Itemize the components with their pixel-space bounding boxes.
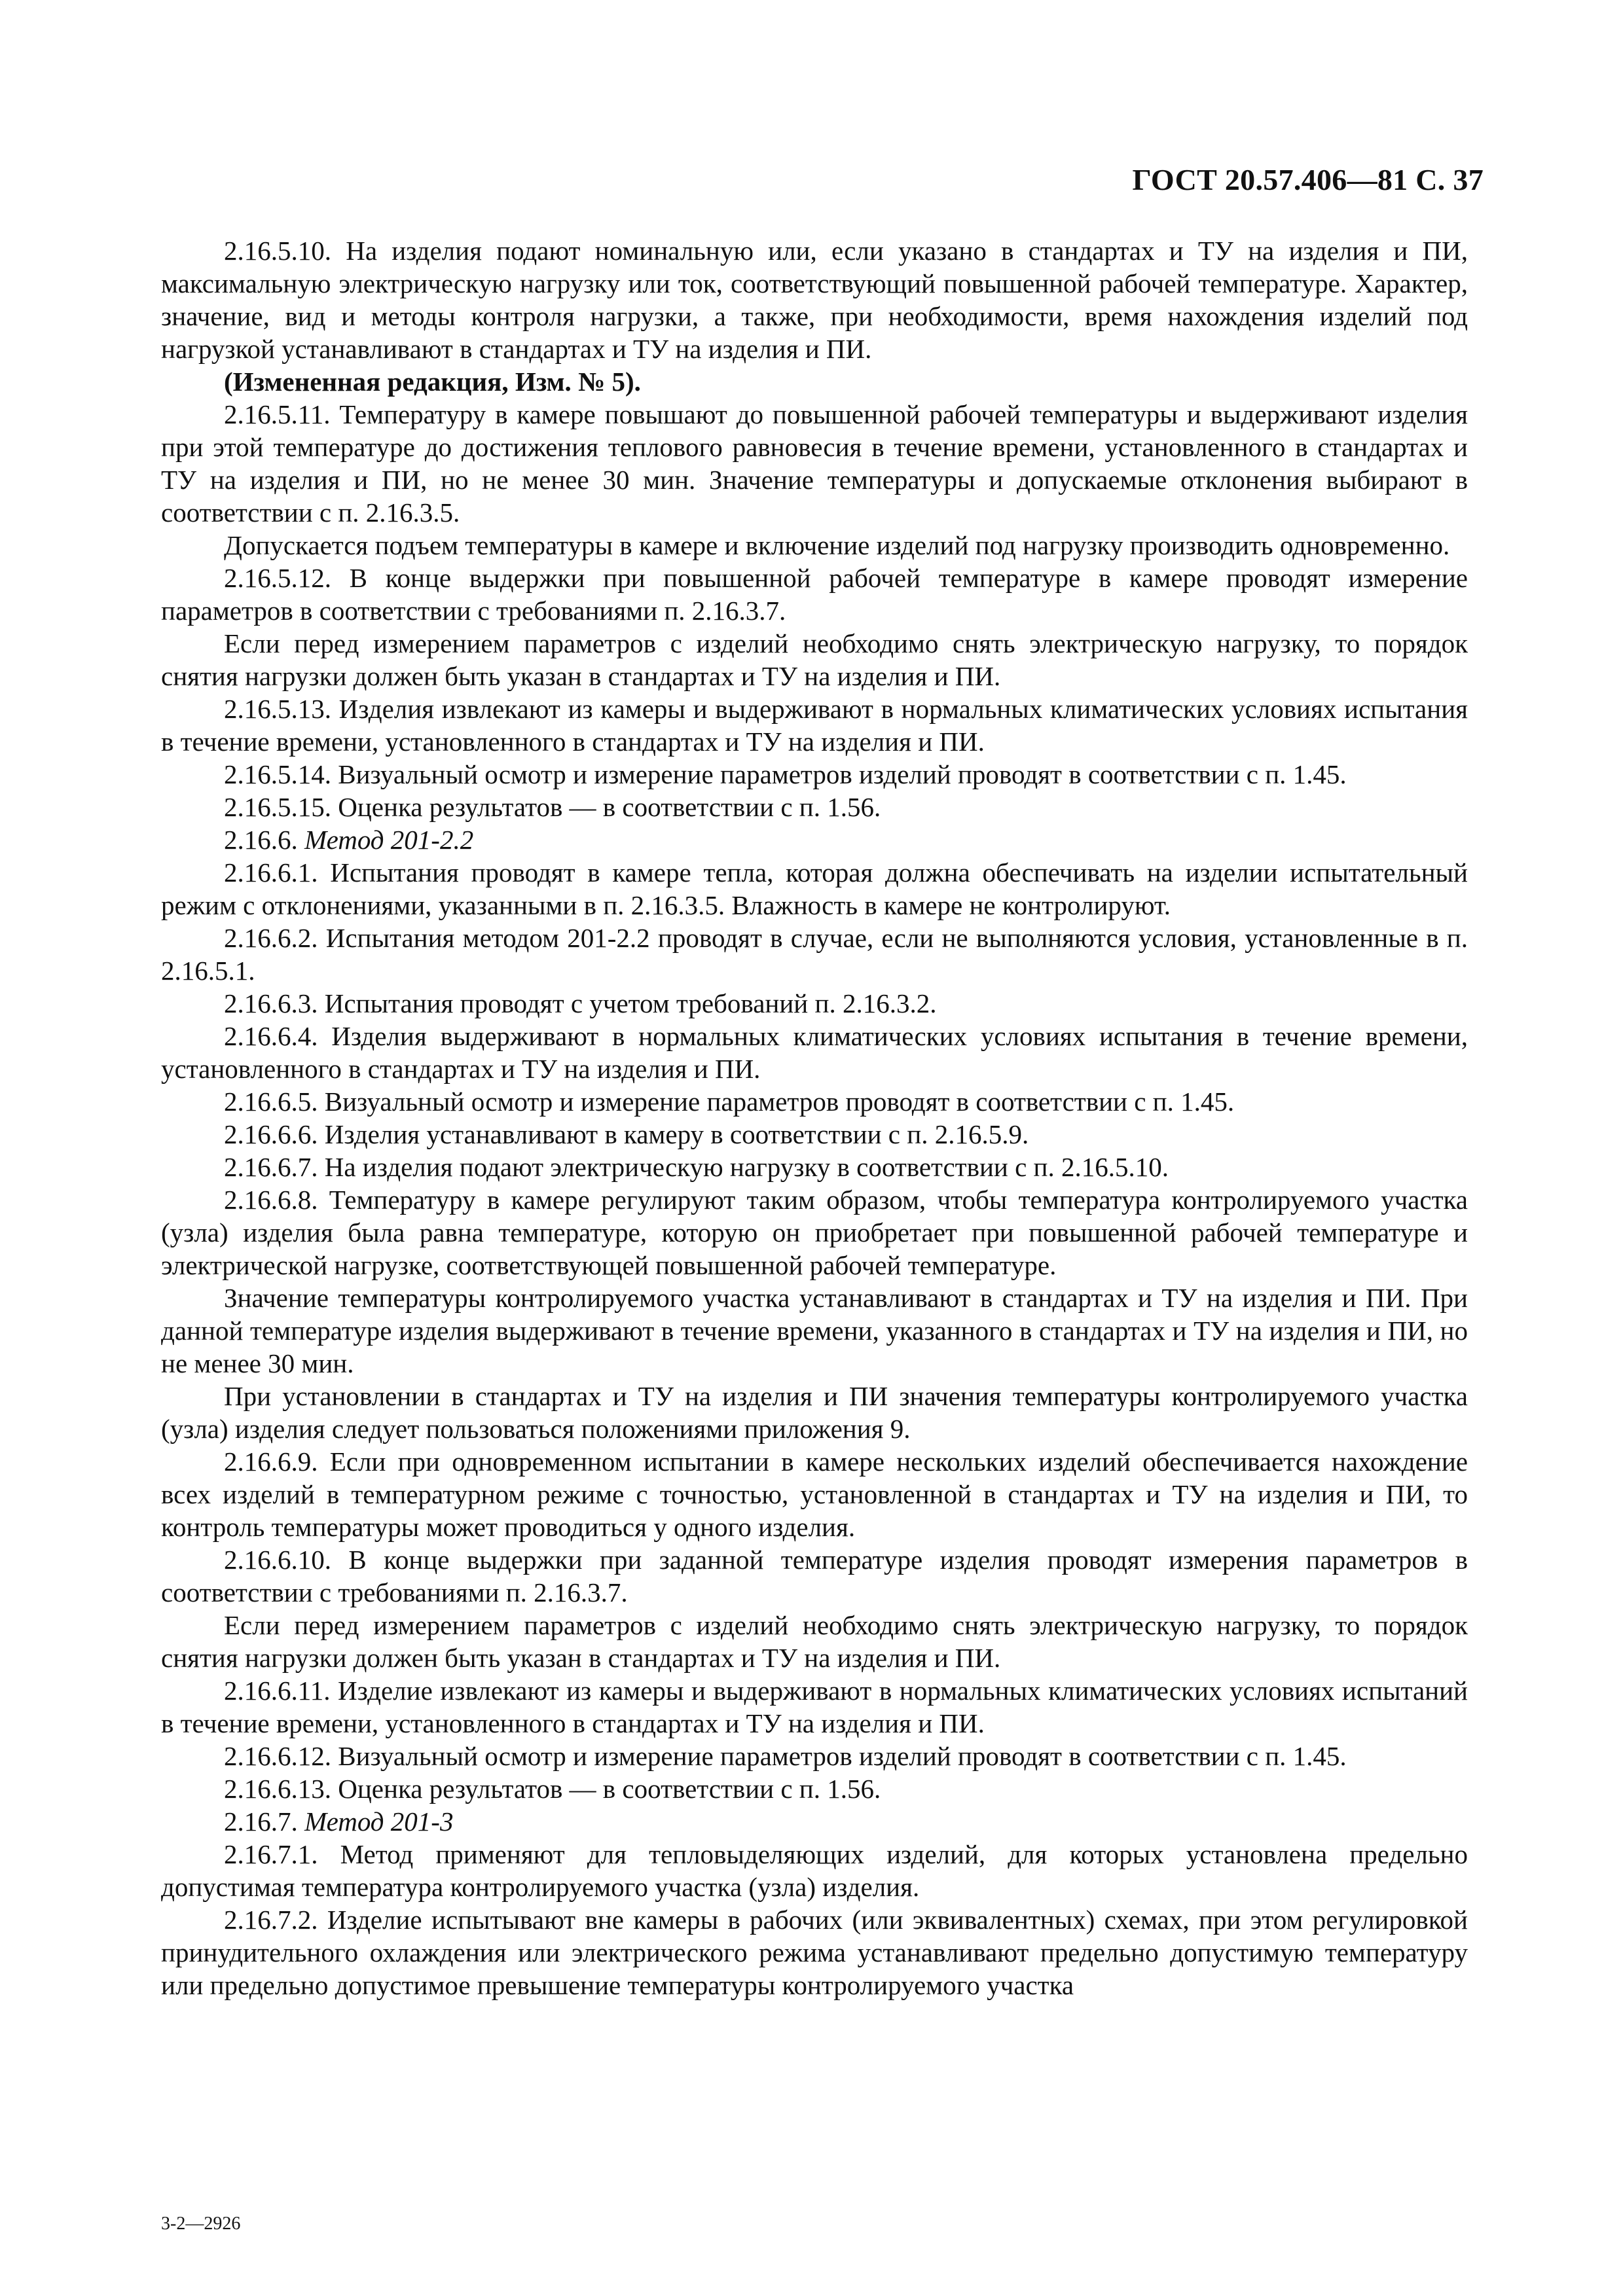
paragraph bbox=[161, 1085, 1468, 1118]
paragraph bbox=[161, 1380, 1468, 1445]
paragraph bbox=[161, 562, 1468, 627]
paragraph-text: 2.16.7.2. Изделие испытывают вне камеры в рабочих (или эквивалентных) схемах, при этом регулировкой принудительного охлаждения или электрического режима устанавливают предельно допустимую температуру или предельно допустимое превышение температуры контролируемого участка bbox=[161, 1905, 1468, 2000]
paragraph-text: 2.16.6.6. Изделия устанавливают в камеру в соответствии с п. 2.16.5.9. bbox=[224, 1119, 1029, 1149]
paragraph bbox=[161, 1183, 1468, 1282]
paragraph-text: 2.16.6.11. Изделие извлекают из камеры и выдерживают в нормальных климатических условиях испытаний в течение времени, установленного в стандартах и ТУ на изделия и ПИ. bbox=[161, 1676, 1468, 1738]
paragraph-text: Если перед измерением параметров с изделий необходимо снять электрическую нагрузку, то порядок снятия нагрузки должен быть указан в стандартах и ТУ на изделия и ПИ. bbox=[161, 628, 1468, 691]
document-body bbox=[161, 234, 1468, 2001]
paragraph-text: 2.16.6.12. Визуальный осмотр и измерение параметров изделий проводят в соответствии с п. 1.45. bbox=[224, 1741, 1347, 1771]
paragraph-text: Значение температуры контролируемого участка устанавливают в стандартах и ТУ на изделия и ПИ. При данной температуре изделия выдерживают в течение времени, указанного в стандартах и ТУ на изделия и ПИ, но не менее 30 мин. bbox=[161, 1283, 1468, 1378]
paragraph bbox=[161, 1118, 1468, 1151]
paragraph-text: 2.16.7.1. Метод применяют для тепловыделяющих изделий, для которых установлена предельно допустимая температура контролируемого участка (узла) изделия. bbox=[161, 1839, 1468, 1902]
paragraph-text: (Измененная редакция, Изм. № 5). bbox=[224, 367, 641, 397]
paragraph bbox=[161, 1740, 1468, 1772]
paragraph bbox=[161, 234, 1468, 365]
paragraph-text: 2.16.5.10. На изделия подают номинальную или, если указано в стандартах и ТУ на изделия и ПИ, максимальную электрическую нагрузку или ток, соответствующий повышенной рабочей температуре. Характер, значение, вид и методы контроля нагрузки, а также, при необходимости, время нахождения изделий под нагрузкой устанавливают в стандартах и ТУ на изделия и ПИ. bbox=[161, 236, 1468, 364]
paragraph bbox=[161, 1543, 1468, 1609]
section-heading bbox=[161, 1805, 1468, 1838]
paragraph-text: 2.16.6.9. Если при одновременном испытании в камере нескольких изделий обеспечивается нахождение всех изделий в температурном режиме с точностью, установленной в стандартах и ТУ на изделия и ПИ, то контроль температуры может проводиться у одного изделия. bbox=[161, 1446, 1468, 1542]
paragraph-text: Если перед измерением параметров с изделий необходимо снять электрическую нагрузку, то порядок снятия нагрузки должен быть указан в стандартах и ТУ на изделия и ПИ. bbox=[161, 1610, 1468, 1673]
paragraph bbox=[161, 529, 1468, 562]
paragraph-text: 2.16.6.8. Температуру в камере регулируют таким образом, чтобы температура контролируемого участка (узла) изделия была равна температуре, которую он приобретает при повышенной рабочей температуре и электрической нагрузке, соответствующей повышенной рабочей температуре. bbox=[161, 1185, 1468, 1280]
paragraph-text: 2.16.7. bbox=[224, 1806, 304, 1837]
paragraph-text: 2.16.6.3. Испытания проводят с учетом требований п. 2.16.3.2. bbox=[224, 988, 937, 1018]
paragraph bbox=[161, 1151, 1468, 1183]
paragraph-text: 2.16.6. bbox=[224, 825, 304, 855]
paragraph bbox=[161, 1674, 1468, 1740]
section-heading bbox=[161, 823, 1468, 856]
paragraph-text: 2.16.5.13. Изделия извлекают из камеры и выдерживают в нормальных климатических условиях испытания в течение времени, установленного в стандартах и ТУ на изделия и ПИ. bbox=[161, 694, 1468, 757]
paragraph-text: 2.16.6.4. Изделия выдерживают в нормальных климатических условиях испытания в течение времени, установленного в стандартах и ТУ на изделия и ПИ. bbox=[161, 1021, 1468, 1084]
paragraph bbox=[161, 791, 1468, 823]
method-title: Метод 201-3 bbox=[304, 1806, 454, 1837]
paragraph-text: 2.16.5.14. Визуальный осмотр и измерение параметров изделий проводят в соответствии с п. 1.45. bbox=[224, 759, 1347, 789]
paragraph bbox=[161, 692, 1468, 758]
paragraph-text: Допускается подъем температуры в камере и включение изделий под нагрузку производить одновременно. bbox=[224, 530, 1450, 560]
paragraph bbox=[161, 1020, 1468, 1085]
paragraph-text: 2.16.6.10. В конце выдержки при заданной температуре изделия проводят измерения параметров в соответствии с требованиями п. 2.16.3.7. bbox=[161, 1545, 1468, 1607]
page-header: ГОСТ 20.57.406—81 С. 37 bbox=[1132, 163, 1484, 196]
paragraph-text: 2.16.5.11. Температуру в камере повышают до повышенной рабочей температуры и выдерживают изделия при этой температуре до достижения теплового равновесия в течение времени, установленного в стандартах и ТУ на изделия и ПИ, но не менее 30 мин. Значение температуры и допускаемые отклонения выбирают в соответствии с п. 2.16.3.5. bbox=[161, 399, 1468, 528]
paragraph-text: 2.16.6.7. На изделия подают электрическую нагрузку в соответствии с п. 2.16.5.10. bbox=[224, 1152, 1169, 1182]
paragraph-text: 2.16.6.13. Оценка результатов — в соответствии с п. 1.56. bbox=[224, 1774, 881, 1804]
paragraph bbox=[161, 758, 1468, 791]
paragraph bbox=[161, 365, 1468, 398]
page-footer-code: 3-2—2926 bbox=[161, 2214, 241, 2234]
paragraph-text: 2.16.5.12. В конце выдержки при повышенной рабочей температуре в камере проводят измерение параметров в соответствии с требованиями п. 2.16.3.7. bbox=[161, 563, 1468, 626]
paragraph-text: 2.16.5.15. Оценка результатов — в соответствии с п. 1.56. bbox=[224, 792, 881, 822]
paragraph-text: 2.16.6.2. Испытания методом 201-2.2 проводят в случае, если не выполняются условия, установленные в п. 2.16.5.1. bbox=[161, 923, 1468, 986]
paragraph bbox=[161, 1838, 1468, 1903]
paragraph bbox=[161, 1282, 1468, 1380]
paragraph bbox=[161, 1772, 1468, 1805]
paragraph bbox=[161, 922, 1468, 987]
paragraph bbox=[161, 856, 1468, 922]
method-title: Метод 201-2.2 bbox=[304, 825, 474, 855]
paragraph-text: При установлении в стандартах и ТУ на изделия и ПИ значения температуры контролируемого участка (узла) изделия следует пользоваться положениями приложения 9. bbox=[161, 1381, 1468, 1444]
paragraph-text: 2.16.6.5. Визуальный осмотр и измерение параметров проводят в соответствии с п. 1.45. bbox=[224, 1086, 1235, 1117]
paragraph bbox=[161, 1445, 1468, 1543]
paragraph bbox=[161, 627, 1468, 692]
paragraph-text: 2.16.6.1. Испытания проводят в камере тепла, которая должна обеспечивать на изделии испытательный режим с отклонениями, указанными в п. 2.16.3.5. Влажность в камере не контролируют. bbox=[161, 857, 1468, 920]
paragraph bbox=[161, 987, 1468, 1020]
paragraph bbox=[161, 398, 1468, 529]
paragraph bbox=[161, 1609, 1468, 1674]
paragraph bbox=[161, 1903, 1468, 2001]
